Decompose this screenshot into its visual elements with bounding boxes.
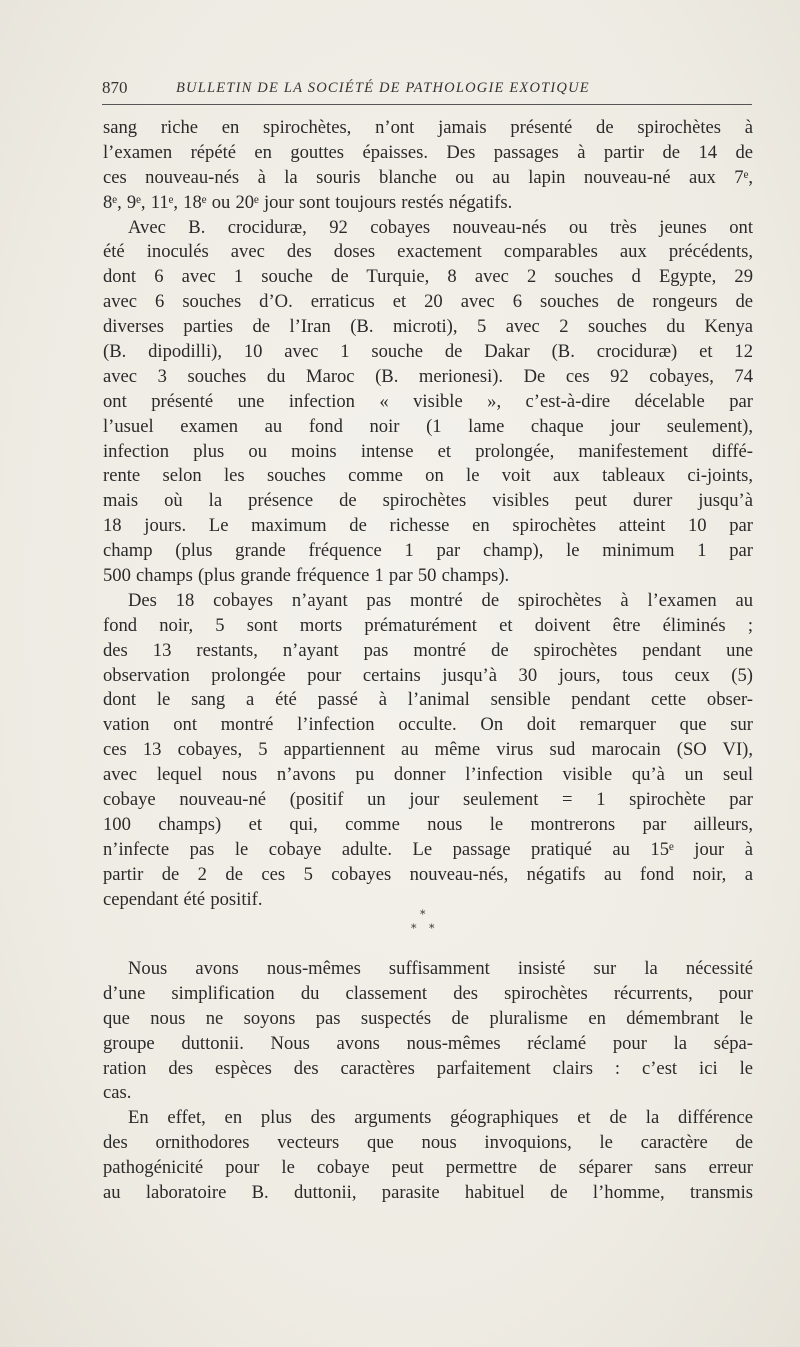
journal-title: BULLETIN DE LA SOCIÉTÉ DE PATHOLOGIE EXOTIQUE	[176, 80, 590, 96]
text-line: diverses parties de l’Iran (B. microti), 5 avec 2 souches du Kenya	[103, 316, 753, 338]
text-line: cobaye nouveau-né (positif un jour seulement = 1 spirochète par	[103, 789, 753, 811]
section-2-text	[103, 957, 753, 1206]
text-line: 8ᵉ, 9ᵉ, 11ᵉ, 18ᵉ ou 20ᵉ jour sont toujours restés négatifs.	[103, 191, 513, 213]
text-line: Avec B. crociduræ, 92 cobayes nouveau-nés ou très jeunes ont	[128, 216, 753, 238]
text-line: vation ont montré l’infection occulte. On doit remarquer que sur	[103, 714, 753, 736]
text-line: (B. dipodilli), 10 avec 1 souche de Dakar (B. crociduræ) et 12	[103, 341, 753, 363]
text-line: ces nouveau-nés à la souris blanche ou au lapin nouveau-né aux 7ᵉ,	[103, 166, 753, 188]
text-line: n’infecte pas le cobaye adulte. Le passage pratiqué au 15ᵉ jour à	[103, 838, 753, 860]
text-line: des 13 restants, n’ayant pas montré de spirochètes pendant une	[103, 639, 753, 661]
text-line: pathogénicité pour le cobaye peut permettre de séparer sans erreur	[103, 1157, 753, 1179]
text-line: avec 3 souches du Maroc (B. merionesi). De ces 92 cobayes, 74	[103, 365, 753, 387]
asterisk-glyph: *	[411, 922, 417, 935]
text-line: sang riche en spirochètes, n’ont jamais présenté de spirochètes à	[103, 117, 753, 138]
text-line: groupe duttonii. Nous avons nous-mêmes réclamé pour la sépa-	[103, 1032, 753, 1054]
section-1-text	[103, 116, 753, 913]
text-line: fond noir, 5 sont morts prématurément et doivent être éliminés ;	[103, 614, 753, 636]
text-line: rente selon les souches comme on le voit aux tableaux ci-joints,	[103, 465, 753, 487]
page-number: 870	[102, 78, 128, 97]
text-line: mais où la présence de spirochètes visibles peut durer jusqu’à	[103, 490, 753, 512]
text-line: champ (plus grande fréquence 1 par champ), le minimum 1 par	[103, 540, 753, 562]
text-line: l’examen répété en gouttes épaisses. Des passages à partir de 14 de	[103, 141, 753, 163]
asterisk-glyph: *	[429, 922, 435, 935]
text-line: que nous ne soyons pas suspectés de pluralisme en démembrant le	[103, 1007, 753, 1029]
text-line: Nous avons nous-mêmes suffisamment insisté sur la nécessité	[128, 958, 753, 979]
text-line: cas.	[103, 1082, 132, 1104]
text-line: 500 champs (plus grande fréquence 1 par 50 champs).	[103, 565, 510, 587]
text-line: observation prolongée pour certains jusqu’à 30 jours, tous ceux (5)	[103, 664, 753, 686]
text-line: ont présenté une infection « visible », c’est-à-dire décelable par	[103, 390, 753, 412]
text-line: En effet, en plus des arguments géographiques et de la différence	[128, 1107, 753, 1129]
asterisk-glyph: *	[420, 908, 426, 921]
text-line: infection plus ou moins intense et prolongée, manifestement diffé-	[103, 440, 753, 462]
text-line: dont le sang a été passé à l’animal sensible pendant cette obser-	[103, 689, 753, 711]
text-line: partir de 2 de ces 5 cobayes nouveau-nés, négatifs au fond noir, a	[103, 863, 753, 885]
text-line: au laboratoire B. duttonii, parasite habituel de l’homme, transmis	[103, 1182, 753, 1204]
text-line: avec lequel nous n’avons pu donner l’infection visible qu’à un seul	[103, 764, 753, 786]
running-head	[102, 76, 752, 105]
text-line: des ornithodores vecteurs que nous invoquions, le caractère de	[103, 1132, 753, 1154]
text-line: dont 6 avec 1 souche de Turquie, 8 avec 2 souches d Egypte, 29	[103, 266, 753, 288]
text-line: l’usuel examen au fond noir (1 lame chaque jour seulement),	[103, 415, 753, 437]
text-line: cependant été positif.	[103, 888, 263, 910]
text-line: avec 6 souches d’O. erraticus et 20 avec 6 souches de rongeurs de	[103, 291, 753, 313]
text-line: 18 jours. Le maximum de richesse en spirochètes atteint 10 par	[103, 515, 753, 537]
text-line: 100 champs) et qui, comme nous le montrerons par ailleurs,	[103, 813, 753, 835]
text-line: ration des espèces des caractères parfaitement clairs : c’est ici le	[103, 1057, 753, 1079]
text-line: d’une simplification du classement des spirochètes récurrents, pour	[103, 982, 753, 1004]
section-separator	[405, 908, 445, 942]
text-line: ces 13 cobayes, 5 appartiennent au même virus sud marocain (SO VI),	[103, 739, 753, 761]
text-line: été inoculés avec des doses exactement comparables aux précédents,	[103, 241, 753, 263]
text-line: Des 18 cobayes n’ayant pas montré de spirochètes à l’examen au	[128, 589, 753, 611]
